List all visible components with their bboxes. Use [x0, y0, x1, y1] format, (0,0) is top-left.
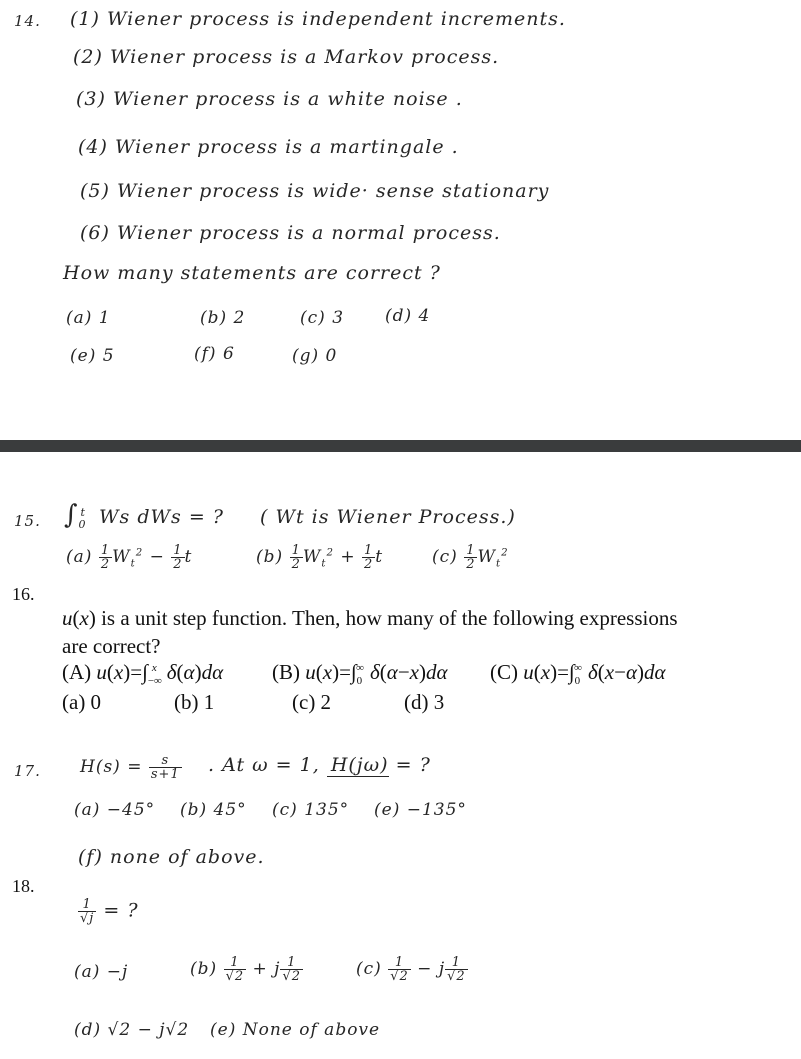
q18-option-d: (d) √2 − j√2: [74, 1020, 190, 1040]
q16-line2: are correct?: [62, 634, 161, 658]
q18-option-a: (a) −j: [74, 962, 129, 982]
q18-number: 18.: [12, 876, 35, 896]
q17-number: 17.: [14, 762, 41, 780]
q15-number: 15.: [14, 512, 41, 530]
q15-option-c: (c) $\frac{1}{2}$ $W_t^2$: [432, 543, 509, 572]
q18-option-c-label: (c): [356, 959, 382, 979]
q14-option-e: (e) 5: [70, 346, 115, 366]
q18-question-mark: = ?: [103, 899, 139, 922]
q15-integral: $\int_0^t$ Ws dWs = ?: [64, 500, 224, 531]
q14-number: 14.: [14, 12, 41, 30]
q15-option-b: (b) $\frac{1}{2}$ $W_t^2$ + $\frac{1}{2}$ t: [256, 543, 384, 572]
q14-statement-3: (3) Wiener process is a white noise .: [76, 88, 463, 110]
q16-expr-B-label: (B): [272, 660, 300, 684]
q18-option-c: (c) $\frac{1}{√2}$ − j $\frac{1}{√2}$: [356, 955, 466, 984]
q16-expr-A-label: (A): [62, 660, 92, 684]
q15-option-c-label: (c): [432, 547, 458, 567]
q16-option-d: (d) 3: [404, 690, 445, 714]
q16-number: 16.: [12, 584, 35, 604]
q17-option-e: (e) −135°: [374, 800, 467, 820]
q18-option-b-label: (b): [190, 959, 218, 979]
q15-note: ( Wt is Wiener Process.): [260, 506, 516, 528]
q16-expr-C: (C) $u(x)=\int_0^\infty$ δ(x−α)dα: [490, 660, 666, 688]
q14-option-b: (b) 2: [200, 308, 246, 328]
q17-option-b: (b) 45°: [180, 800, 247, 820]
q16-line1-text: is a unit step function. Then, how many of the following expressions: [101, 606, 678, 630]
q18-option-e: (e) None of above: [210, 1020, 381, 1040]
q15-integrand: Ws dWs = ?: [99, 506, 224, 528]
section-divider: [0, 440, 801, 452]
q17-question-mark: = ?: [395, 754, 431, 776]
q14-statement-4: (4) Wiener process is a martingale .: [78, 136, 459, 158]
q15-integral-lower: 0: [78, 517, 87, 531]
q17-transfer-fn: H(s) = $\frac{s}{s+1}$: [80, 753, 180, 782]
q18-option-b: (b) $\frac{1}{√2}$ + j $\frac{1}{√2}$: [190, 955, 302, 984]
q17-option-f: (f) none of above.: [78, 846, 265, 868]
q16-expr-B: (B) $u(x)=\int_0^\infty$ δ(α−x)dα: [272, 660, 448, 688]
q17-question: . At ω = 1, H(jω) = ?: [208, 754, 431, 776]
q16-expr-A: (A) $u(x)=\int_{-\infty}^x$ δ(α)dα: [62, 660, 224, 688]
q16-expr-C-label: (C): [490, 660, 518, 684]
q15-option-a-label: (a): [66, 547, 93, 567]
q17-option-a: (a) −45°: [74, 800, 156, 820]
q14-statement-1: (1) Wiener process is independent increments.: [70, 8, 566, 30]
q14-option-f: (f) 6: [194, 344, 235, 364]
q14-option-d: (d) 4: [385, 306, 431, 326]
q15-integral-upper: t: [80, 505, 86, 519]
q14-question: How many statements are correct ?: [63, 262, 441, 284]
q16-line1: u(x) is a unit step function. Then, how many of the following expressions: [62, 606, 678, 630]
q14-statement-6: (6) Wiener process is a normal process.: [80, 222, 501, 244]
q14-statement-5: (5) Wiener process is wide· sense stationary: [80, 180, 550, 202]
q14-option-a: (a) 1: [66, 308, 111, 328]
q16-option-c: (c) 2: [292, 690, 332, 714]
q16-option-a: (a) 0: [62, 690, 102, 714]
q14-option-g: (g) 0: [292, 346, 338, 366]
q16-option-b: (b) 1: [174, 690, 215, 714]
q17-question-text: . At ω = 1,: [208, 754, 320, 776]
q14-statement-2: (2) Wiener process is a Markov process.: [73, 46, 500, 68]
q14-option-c: (c) 3: [300, 308, 345, 328]
q17-option-c: (c) 135°: [272, 800, 350, 820]
q15-option-b-label: (b): [256, 547, 284, 567]
q18-question: $\frac{1}{√j}$ = ?: [80, 897, 139, 926]
q15-option-a: (a) $\frac{1}{2}$ $W_t^2$ − $\frac{1}{2}$ t: [66, 543, 193, 572]
